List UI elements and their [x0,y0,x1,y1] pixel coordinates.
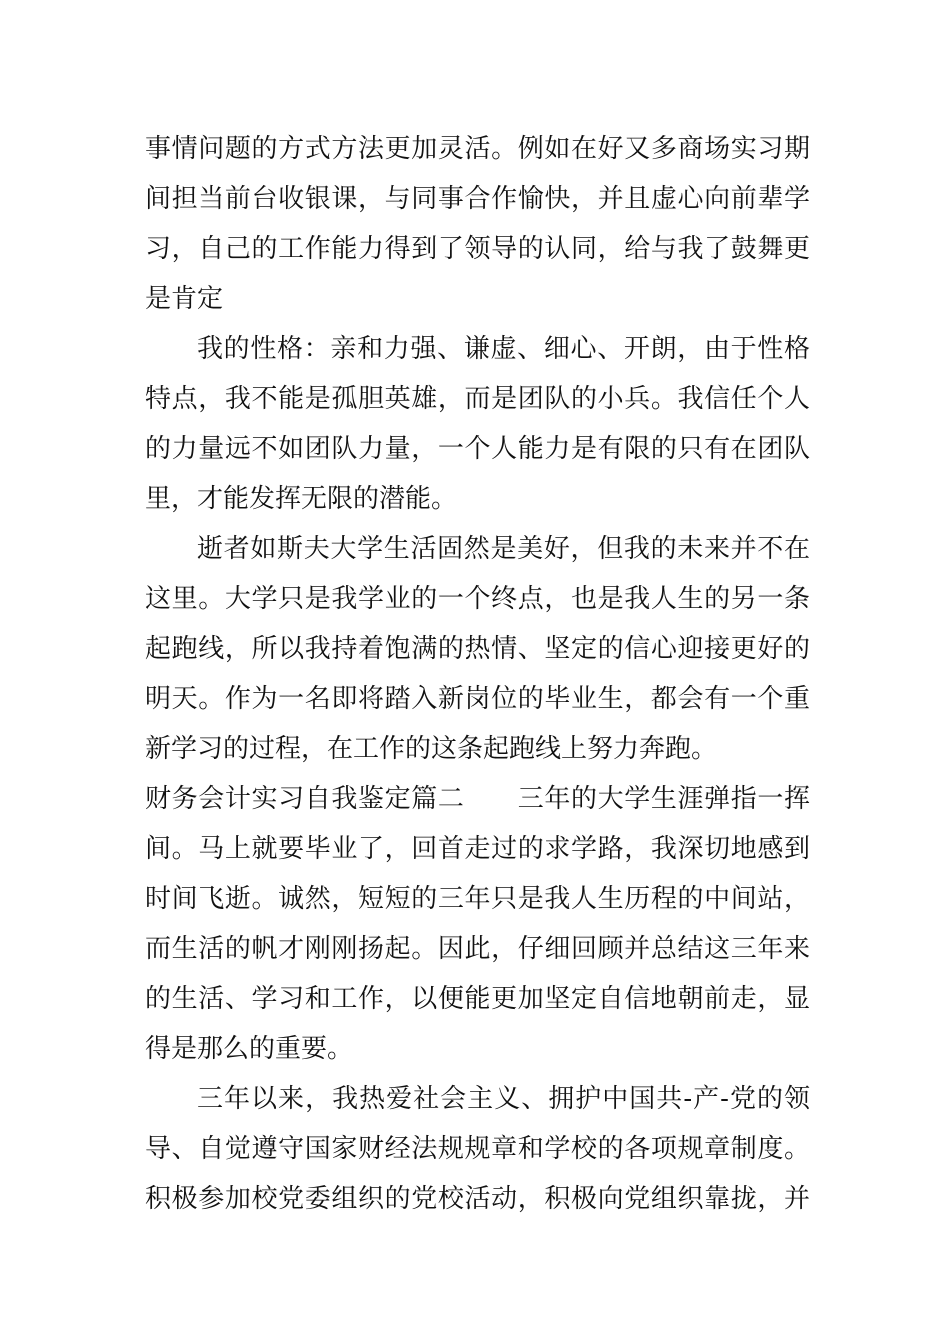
text-line: 起跑线，所以我持着饱满的热情、坚定的信心迎接更好的 [145,634,810,664]
text-line: 这里。大学只是我学业的一个终点，也是我人生的另一条 [145,584,810,614]
text-line: 而生活的帆才刚刚扬起。因此，仔细回顾并总结这三年来 [145,934,810,964]
text-line: 时间飞逝。诚然，短短的三年只是我人生历程的中间站， [145,884,810,914]
text-line: 积极参加校党委组织的党校活动，积极向党组织靠拢，并 [145,1184,810,1214]
paragraph-first-line: 逝者如斯夫大学生活固然是美好，但我的未来并不在 [197,534,810,564]
body-text [145,124,810,1224]
text-line: 特点，我不能是孤胆英雄，而是团队的小兵。我信任个人 [145,384,810,414]
text-line: 事情问题的方式方法更加灵活。例如在好又多商场实习期 [145,134,810,164]
text-line: 间。马上就要毕业了，回首走过的求学路，我深切地感到 [145,834,810,864]
text-line: 明天。作为一名即将踏入新岗位的毕业生，都会有一个重 [145,684,810,714]
text-line: 的生活、学习和工作，以便能更加坚定自信地朝前走，显 [145,984,810,1014]
section-heading-line: 财务会计实习自我鉴定篇二 三年的大学生涯弹指一挥 [145,784,810,814]
text-line: 是肯定 [145,284,224,314]
text-line: 习，自己的工作能力得到了领导的认同，给与我了鼓舞更 [145,234,810,264]
text-line: 得是那么的重要。 [145,1034,354,1064]
paragraph-first-line: 三年以来，我热爱社会主义、拥护中国共-产-党的领 [197,1084,810,1114]
text-line: 新学习的过程，在工作的这条起跑线上努力奔跑。 [145,734,718,764]
paragraph-first-line: 我的性格：亲和力强、谦虚、细心、开朗，由于性格 [197,334,810,364]
text-line: 间担当前台收银课，与同事合作愉快，并且虚心向前辈学 [145,184,810,214]
text-line: 的力量远不如团队力量，一个人能力是有限的只有在团队 [145,434,810,464]
text-line: 里，才能发挥无限的潜能。 [145,484,458,514]
text-line: 导、自觉遵守国家财经法规规章和学校的各项规章制度。 [145,1134,810,1164]
